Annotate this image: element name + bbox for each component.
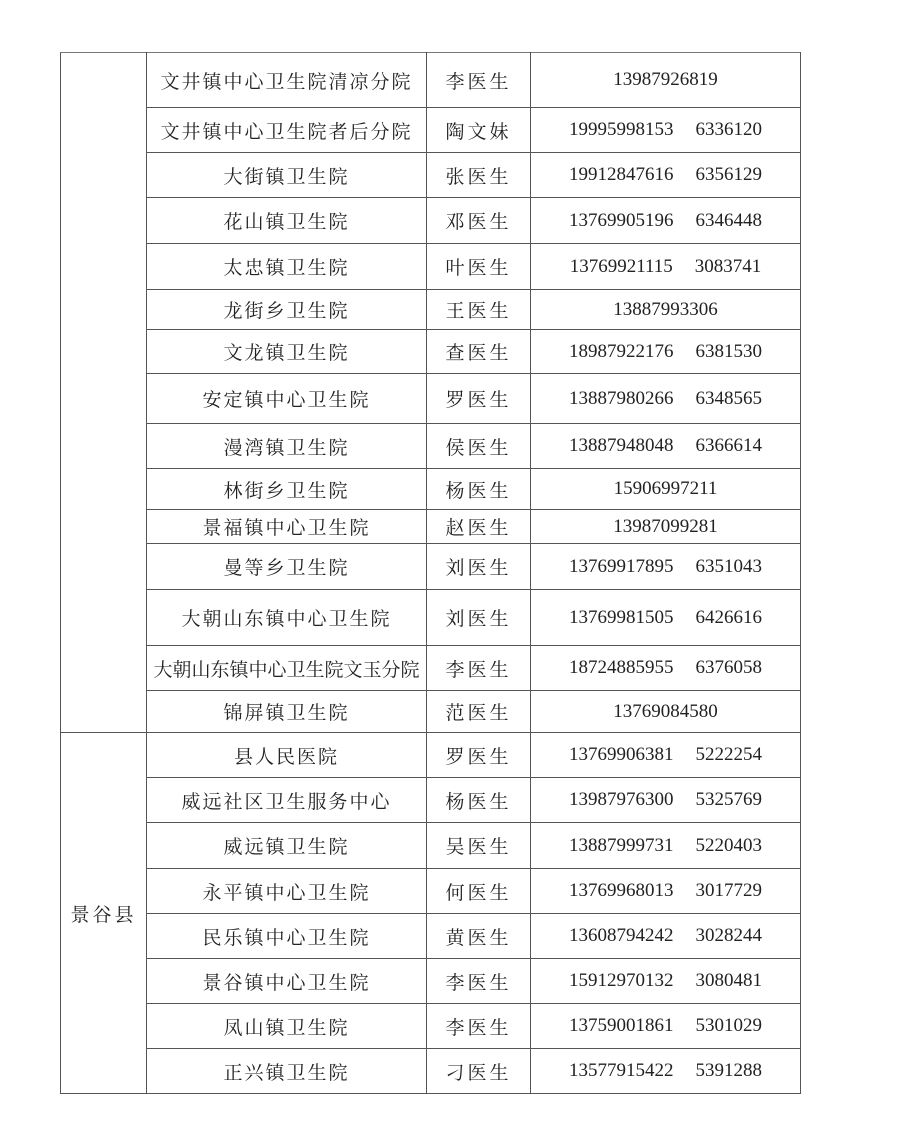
doctor-cell: 邓医生 [427,198,531,244]
table-row [61,198,801,244]
phone-cell [531,544,801,590]
mobile-number: 13769917895 [569,555,674,577]
mobile-number: 13769981505 [569,606,674,628]
doctor-cell: 李医生 [427,1004,531,1049]
phone-cell [531,691,801,733]
landline-number: 3017729 [695,880,762,901]
institution-cell: 民乐镇中心卫生院 [147,914,427,959]
landline-number: 6336120 [695,119,762,140]
landline-number: 6426616 [695,606,762,628]
table-row [61,53,801,108]
landline-number: 3080481 [695,970,762,991]
phone-cell [531,469,801,510]
mobile-number: 15912970132 [569,970,674,991]
phone-cell [531,733,801,778]
mobile-number: 13987976300 [569,789,674,810]
doctor-cell: 杨医生 [427,778,531,823]
doctor-cell: 刘医生 [427,590,531,646]
table-row [61,374,801,424]
institution-cell: 曼等乡卫生院 [147,544,427,590]
table-row [61,590,801,646]
doctor-cell: 罗医生 [427,374,531,424]
landline-number: 6356129 [695,164,762,185]
landline-number: 3028244 [695,925,762,946]
doctor-cell: 侯医生 [427,424,531,469]
table-row [61,733,801,778]
doctor-cell: 范医生 [427,691,531,733]
mobile-number: 15906997211 [613,478,718,499]
phone-cell [531,108,801,153]
institution-cell: 文龙镇卫生院 [147,330,427,374]
table-row [61,510,801,544]
phone-cell [531,914,801,959]
landline-number: 6348565 [695,387,762,409]
doctor-cell: 何医生 [427,869,531,914]
institution-cell: 正兴镇卫生院 [147,1049,427,1094]
phone-cell [531,330,801,374]
phone-cell [531,198,801,244]
landline-number: 3083741 [694,255,762,277]
table-row [61,330,801,374]
doctor-cell: 刁医生 [427,1049,531,1094]
phone-cell [531,374,801,424]
table-body [61,53,801,1094]
table-row [61,778,801,823]
institution-cell: 大朝山东镇中心卫生院 [147,590,427,646]
institution-cell: 凤山镇卫生院 [147,1004,427,1049]
contact-table [60,52,801,1094]
institution-cell: 文井镇中心卫生院者后分院 [147,108,427,153]
phone-cell [531,959,801,1004]
county-cell [61,53,147,733]
mobile-number: 13769921115 [569,255,673,277]
institution-cell: 太忠镇卫生院 [147,244,427,290]
mobile-number: 18987922176 [569,340,674,362]
mobile-number: 13608794242 [569,925,674,946]
doctor-cell: 罗医生 [427,733,531,778]
mobile-number: 13577915422 [569,1060,674,1081]
mobile-number: 13759001861 [569,1015,674,1036]
doctor-cell: 刘医生 [427,544,531,590]
institution-cell: 威远镇卫生院 [147,823,427,869]
table-row [61,290,801,330]
landline-number: 5391288 [695,1060,762,1081]
landline-number: 6351043 [695,555,762,577]
mobile-number: 19912847616 [569,164,674,185]
mobile-number: 13887948048 [569,435,674,456]
institution-cell: 花山镇卫生院 [147,198,427,244]
institution-cell: 威远社区卫生服务中心 [147,778,427,823]
institution-cell: 龙街乡卫生院 [147,290,427,330]
table-row [61,153,801,198]
phone-cell [531,153,801,198]
mobile-number: 19995998153 [569,119,674,140]
mobile-number: 13987926819 [613,69,718,90]
table-row [61,1049,801,1094]
phone-cell [531,1049,801,1094]
mobile-number: 13769084580 [613,700,718,722]
table-row [61,869,801,914]
landline-number: 5222254 [695,744,762,765]
institution-cell: 景福镇中心卫生院 [147,510,427,544]
mobile-number: 13769968013 [569,880,674,901]
phone-cell [531,53,801,108]
phone-cell [531,290,801,330]
landline-number: 5220403 [695,834,762,856]
doctor-cell: 李医生 [427,646,531,691]
doctor-cell: 黄医生 [427,914,531,959]
mobile-number: 13769906381 [569,744,674,765]
mobile-number: 13887993306 [613,298,718,320]
table-row [61,823,801,869]
doctor-cell: 查医生 [427,330,531,374]
table-row [61,108,801,153]
doctor-cell: 赵医生 [427,510,531,544]
landline-number: 6366614 [695,435,762,456]
phone-cell [531,823,801,869]
doctor-cell: 杨医生 [427,469,531,510]
mobile-number: 13987099281 [613,515,718,537]
mobile-number: 13887999731 [569,834,674,856]
phone-cell [531,244,801,290]
phone-cell [531,869,801,914]
table-row [61,959,801,1004]
phone-cell [531,424,801,469]
county-cell: 景谷县 [61,733,147,1094]
table-row [61,914,801,959]
institution-cell: 漫湾镇卫生院 [147,424,427,469]
landline-number: 6376058 [695,657,762,678]
phone-cell [531,590,801,646]
table-row [61,691,801,733]
phone-cell [531,510,801,544]
institution-cell: 林街乡卫生院 [147,469,427,510]
institution-cell: 安定镇中心卫生院 [147,374,427,424]
landline-number: 6381530 [695,340,762,362]
landline-number: 5301029 [695,1015,762,1036]
table-row [61,646,801,691]
phone-cell [531,778,801,823]
doctor-cell: 吴医生 [427,823,531,869]
phone-cell [531,1004,801,1049]
doctor-cell: 陶文妹 [427,108,531,153]
institution-cell: 永平镇中心卫生院 [147,869,427,914]
table-row [61,1004,801,1049]
institution-cell: 景谷镇中心卫生院 [147,959,427,1004]
institution-cell: 文井镇中心卫生院清凉分院 [147,53,427,108]
institution-cell: 锦屏镇卫生院 [147,691,427,733]
doctor-cell: 叶医生 [427,244,531,290]
doctor-cell: 李医生 [427,53,531,108]
landline-number: 5325769 [695,789,762,810]
doctor-cell: 李医生 [427,959,531,1004]
institution-cell: 县人民医院 [147,733,427,778]
table-row [61,244,801,290]
landline-number: 6346448 [695,209,762,231]
mobile-number: 13769905196 [569,209,674,231]
phone-cell [531,646,801,691]
doctor-cell: 王医生 [427,290,531,330]
institution-cell: 大街镇卫生院 [147,153,427,198]
institution-cell: 大朝山东镇中心卫生院文玉分院 [147,646,427,691]
table-row [61,544,801,590]
table-row [61,424,801,469]
table-row [61,469,801,510]
doctor-cell: 张医生 [427,153,531,198]
mobile-number: 18724885955 [569,657,674,678]
mobile-number: 13887980266 [569,387,674,409]
